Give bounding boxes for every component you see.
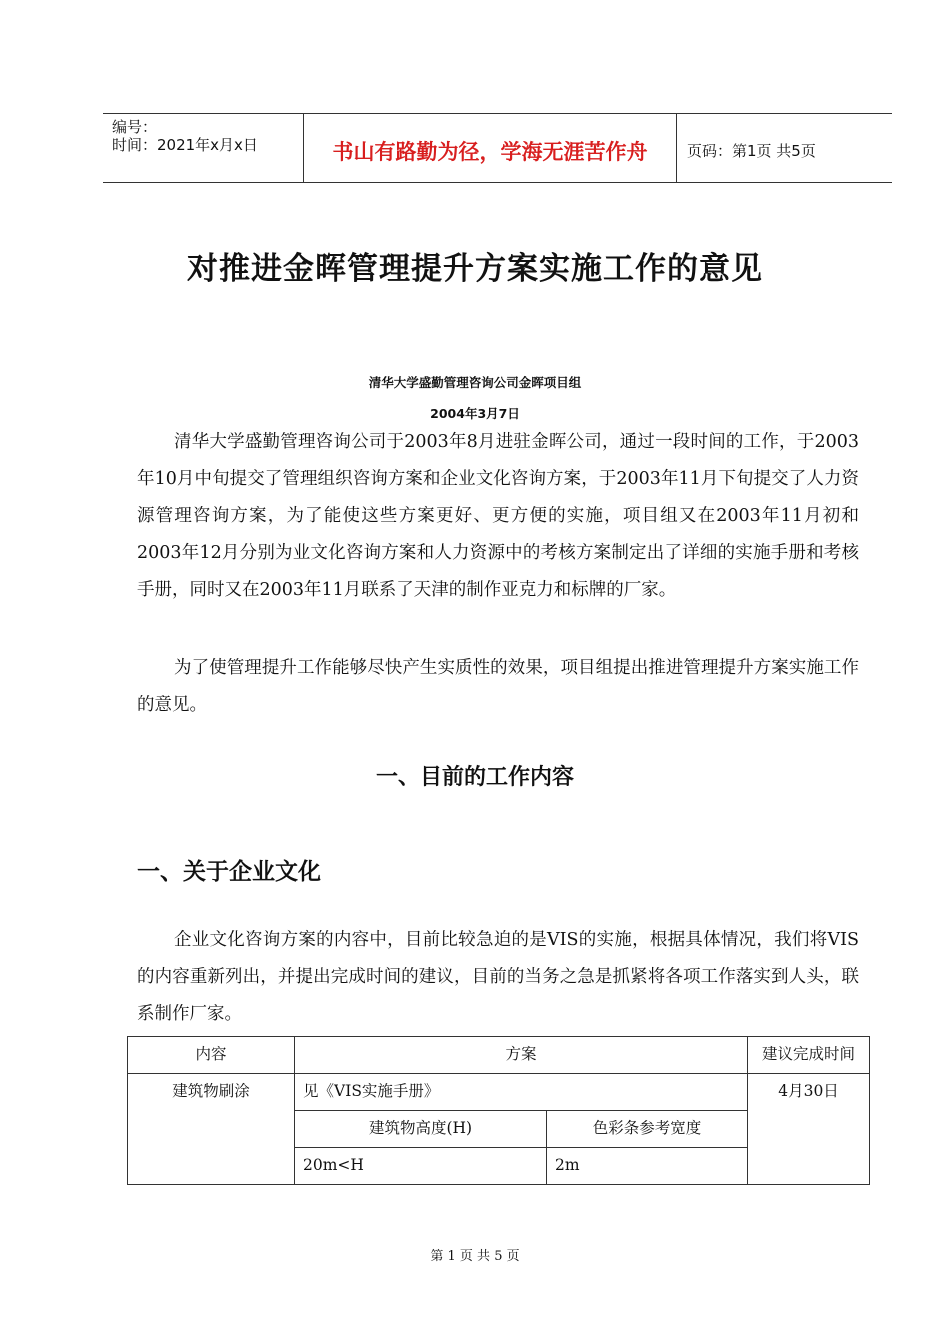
table-subheader-cell: 色彩条参考宽度 — [547, 1111, 748, 1148]
table-row — [128, 1074, 870, 1111]
motto: 书山有路勤为径，学海无涯苦作舟 — [332, 140, 648, 164]
table-subcell: 20m<H — [295, 1148, 547, 1185]
table-subheader-cell: 建筑物高度(H) — [295, 1111, 547, 1148]
header-info-cell — [103, 114, 304, 182]
table-cell-content: 建筑物刷涂 — [128, 1074, 295, 1185]
table-header-cell: 内容 — [128, 1037, 295, 1074]
table-subcell: 2m — [547, 1148, 748, 1185]
page-footer: 第 1 页 共 5 页 — [430, 1249, 520, 1264]
vis-plan-table — [127, 1036, 870, 1185]
number-label: 编号： — [112, 118, 158, 136]
header-page-cell — [677, 114, 892, 182]
organization: 清华大学盛勤管理咨询公司金晖项目组 — [368, 375, 582, 390]
document-title: 对推进金晖管理提升方案实施工作的意见 — [187, 251, 763, 287]
intro-paragraph: 为了使管理提升工作能够尽快产生实质性的效果，项目组提出推进管理提升方案实施工作的意见。 — [137, 658, 859, 715]
intro-paragraph: 清华大学盛勤管理咨询公司于2003年8月进驻金晖公司，通过一段时间的工作，于2003年10月中旬提交了管理组织咨询方案和企业文化咨询方案，于2003年11月下旬提交了人力资源管理咨询方案，为了能使这些方案更好、更方便的实施，项目组又在2003年11月初和2003年12月分别为业文化咨询方案和人力资源中的考核方案制定出了详细的实施手册和考核手册，同时又在2003年11月联系了天津的制作亚克力和标牌的厂家。 — [137, 432, 859, 600]
subsection-paragraph: 企业文化咨询方案的内容中，目前比较急迫的是VIS的实施，根据具体情况，我们将VIS的内容重新列出，并提出完成时间的建议，目前的当务之急是抓紧将各项工作落实到人头，联系制作厂家。 — [137, 930, 859, 1024]
table-header-row — [128, 1037, 870, 1074]
table-cell-deadline: 4月30日 — [748, 1074, 870, 1185]
document-header — [103, 113, 892, 183]
header-motto-cell — [304, 114, 677, 182]
table-header-cell: 建议完成时间 — [748, 1037, 870, 1074]
page-code: 页码：第1页 共5页 — [687, 142, 816, 160]
table-header-cell: 方案 — [295, 1037, 748, 1074]
time-label: 时间：2021年x月x日 — [112, 136, 258, 154]
section-heading: 一、目前的工作内容 — [375, 765, 574, 790]
subsection-heading: 一、关于企业文化 — [137, 859, 321, 885]
table-cell-plan: 见《VIS实施手册》 — [295, 1074, 748, 1111]
document-date: 2004年3月7日 — [430, 406, 520, 421]
